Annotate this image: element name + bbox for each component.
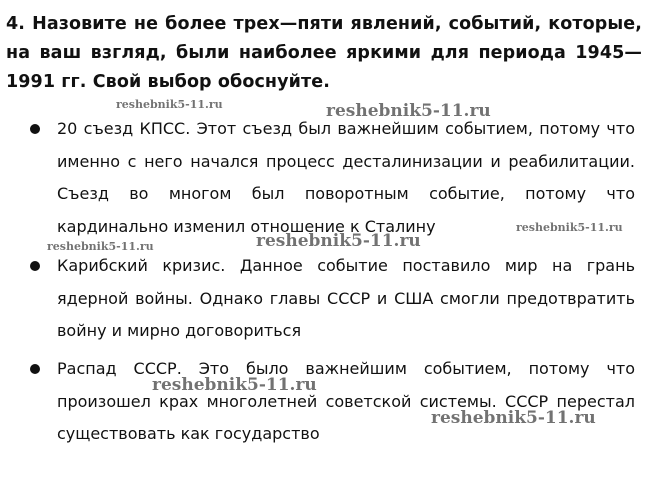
watermark: reshebnik5-11.ru <box>116 98 223 111</box>
watermark: reshebnik5-11.ru <box>47 240 154 253</box>
answer-text: Распад СССР. Это было важнейшим событием, потому что произошел крах многолетней советской системы. СССР перестал существовать как государство <box>57 359 635 443</box>
question-heading: 4. Назовите не более трех—пяти явлений, событий, которые, на ваш взгляд, были наиболее яркими для периода 1945—1991 гг. Свой выбор обоснуйте. <box>6 14 642 92</box>
bullet-icon <box>30 261 40 271</box>
watermark: reshebnik5-11.ru <box>152 375 317 395</box>
watermark: reshebnik5-11.ru <box>516 221 623 234</box>
answer-text: Карибский кризис. Данное событие поставило мир на грань ядерной войны. Однако главы СССР и США смогли предотвратить войну и мирно договориться <box>57 256 635 340</box>
bullet-icon <box>30 364 40 374</box>
answer-text: 20 съезд КПСС. Этот съезд был важнейшим событием, потому что именно с него начался процесс десталинизации и реабилитации. Съезд во многом был поворотным событие, потому что кардинально изменил отношение к Сталину <box>57 119 635 236</box>
bullet-icon <box>30 124 40 134</box>
watermark: reshebnik5-11.ru <box>256 231 421 251</box>
watermark: reshebnik5-11.ru <box>326 101 491 121</box>
watermark: reshebnik5-11.ru <box>431 408 596 428</box>
